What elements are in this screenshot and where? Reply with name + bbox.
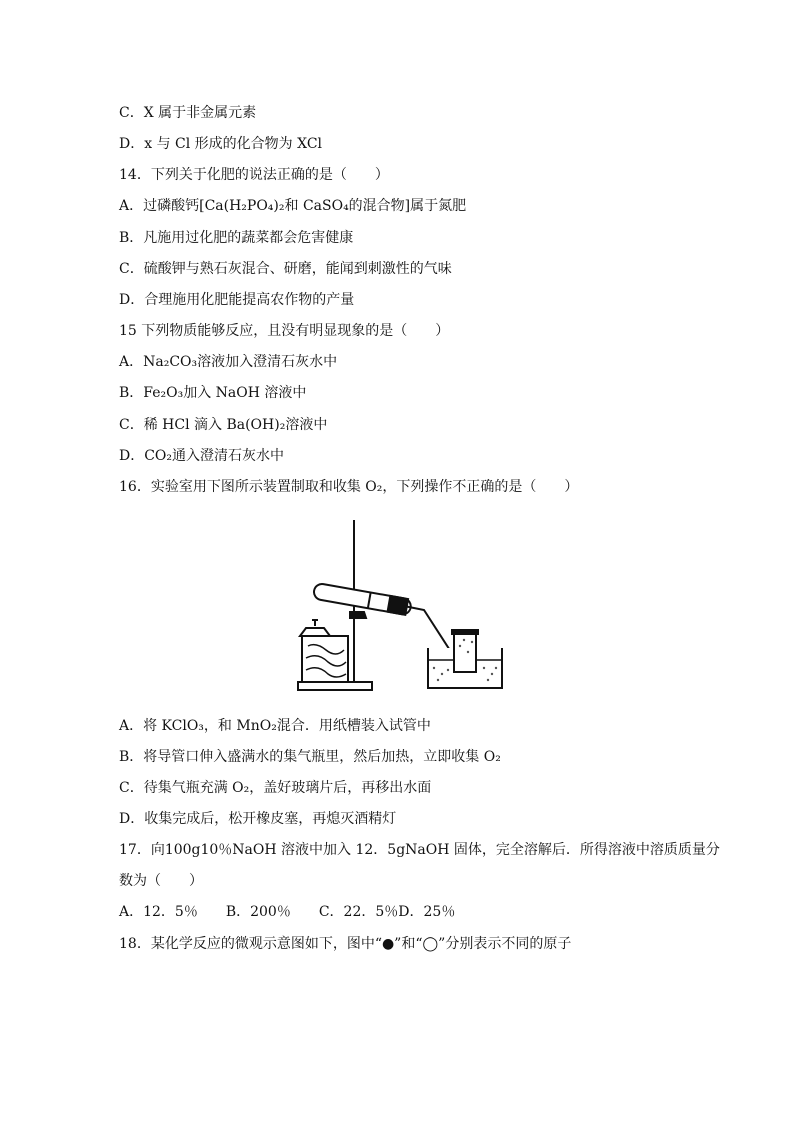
q15-stem: 15 下列物质能够反应，且没有明显现象的是（ ） [119, 323, 450, 339]
clamp [350, 612, 366, 618]
lamp-cap [300, 628, 330, 636]
q15-option-a: A．Na₂CO₃溶液加入澄清石灰水中 [119, 354, 338, 370]
test-tube [313, 583, 412, 616]
q14-stem: 14．下列关于化肥的说法正确的是（ ） [119, 167, 389, 183]
q17-stem: 17．向100g10％NaOH 溶液中加入 12．5gNaOH 固体，完全溶解后．所得溶液中溶质质量分 [119, 842, 720, 858]
q13-option-d: D．x 与 Cl 形成的化合物为 XCl [119, 136, 323, 152]
q18-stem: 18．某化学反应的微观示意图如下，图中“●”和“◯”分别表示不同的原子 [119, 936, 572, 952]
lamp-flame [312, 620, 318, 626]
stand-base [298, 682, 372, 690]
q14-option-c: C．硫酸钾与熟石灰混合、研磨，能闻到刺激性的气味 [119, 261, 452, 277]
gas-jar [454, 632, 476, 672]
q16-option-d: D．收集完成后，松开橡皮塞，再熄灭酒精灯 [119, 811, 397, 827]
q17-stem-cont: 数为（ ） [119, 873, 203, 889]
q15-option-b: B．Fe₂O₃加入 NaOH 溶液中 [119, 385, 307, 401]
q16-option-b: B．将导管口伸入盛满水的集气瓶里，然后加热，立即收集 O₂ [119, 749, 501, 765]
q14-option-d: D．合理施用化肥能提高农作物的产量 [119, 292, 355, 308]
q14-option-a: A．过磷酸钙[Ca(H₂PO₄)₂和 CaSO₄的混合物]属于氮肥 [119, 198, 467, 214]
q14-option-b: B．凡施用过化肥的蔬菜都会危害健康 [119, 230, 354, 246]
oxygen-apparatus-figure [292, 512, 504, 700]
q16-option-a: A．将 KClO₃，和 MnO₂混合．用纸槽装入试管中 [119, 718, 431, 734]
q16-option-c: C．待集气瓶充满 O₂，盖好玻璃片后，再移出水面 [119, 780, 432, 796]
q17-options: A．12．5％ B．200％ C．22．5％D．25％ [119, 904, 456, 920]
q16-stem: 16．实验室用下图所示装置制取和收集 O₂，下列操作不正确的是（ ） [119, 479, 579, 495]
q13-option-c: C．X 属于非金属元素 [119, 105, 257, 121]
q15-option-c: C．稀 HCl 滴入 Ba(OH)₂溶液中 [119, 417, 328, 433]
q15-option-d: D．CO₂通入澄清石灰水中 [119, 448, 285, 464]
